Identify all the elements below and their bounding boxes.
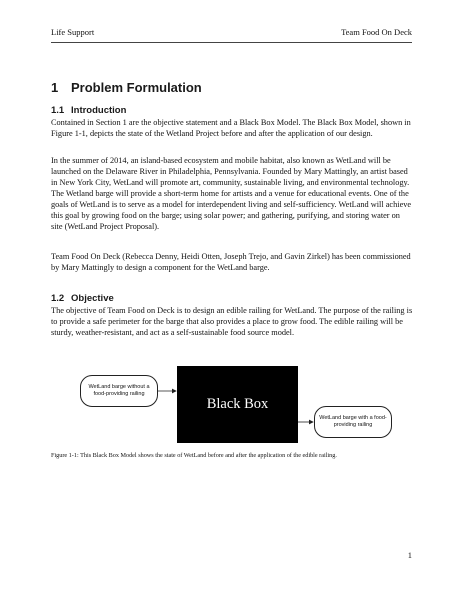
header-right: Team Food On Deck: [341, 27, 412, 37]
objective-paragraph: The objective of Team Food on Deck is to design an edible railing for WetLand. The purpose of the railing is to provide a safe perimeter for the barge that also provides a place to grow food. The edible railing will be sturdy, weather-resistant, and act as a self-sustainable food source model.: [51, 306, 413, 337]
subsection-number: 1.1: [51, 105, 65, 116]
page-number: 1: [407, 550, 412, 560]
input-state-bubble: WetLand barge without a food-providing railing: [80, 375, 158, 407]
header-left: Life Support: [51, 27, 95, 37]
subsection-title: Objective: [71, 293, 114, 304]
output-state-bubble: WetLand barge with a food-providing railing: [314, 406, 392, 438]
intro-paragraph-2: In the summer of 2014, an island-based ecosystem and mobile habitat, also known as WetLand will be launched on the Delaware River in Philadelphia, Pennsylvania. Founded by Mary Mattingly, an artist based in New York City, WetLand will promote art, community, sustainable living, and environmental technology. The Wetland barge will provide a short-term home for artists and a venue for educational events. One of the goals of WetLand is to serve as a model for interdependent living and self-sufficiency. WetLand will achieve this goal by growing food on the barge; using solar power; and gathering, purifying, and storing water on site (WetLand Project Proposal).: [51, 156, 412, 231]
figure-caption: Figure 1-1: This Black Box Model shows the state of WetLand before and after the application of the edible railing.: [51, 452, 337, 459]
subsection-number: 1.2: [51, 293, 65, 304]
section-heading: [51, 80, 202, 96]
page-header: [51, 27, 412, 38]
section-number: 1: [51, 80, 59, 95]
subsection-title: Introduction: [71, 105, 127, 116]
black-box-figure: [74, 366, 394, 444]
black-box: [177, 366, 298, 443]
intro-paragraph-1: Contained in Section 1 are the objective statement and a Black Box Model. The Black Box Model, shown in Figure 1-1, depicts the state of the Wetland Project before and after the application of our design.: [51, 118, 411, 138]
subsection-heading-introduction: [51, 105, 126, 117]
section-title: Problem Formulation: [71, 80, 202, 95]
subsection-heading-objective: [51, 293, 114, 305]
header-rule: [51, 42, 412, 43]
black-box-label: Black Box: [206, 396, 269, 412]
intro-paragraph-3: Team Food On Deck (Rebecca Denny, Heidi Otten, Joseph Trejo, and Gavin Zirkel) has been commissioned by Mary Mattingly to design a component for the WetLand barge.: [51, 252, 411, 272]
